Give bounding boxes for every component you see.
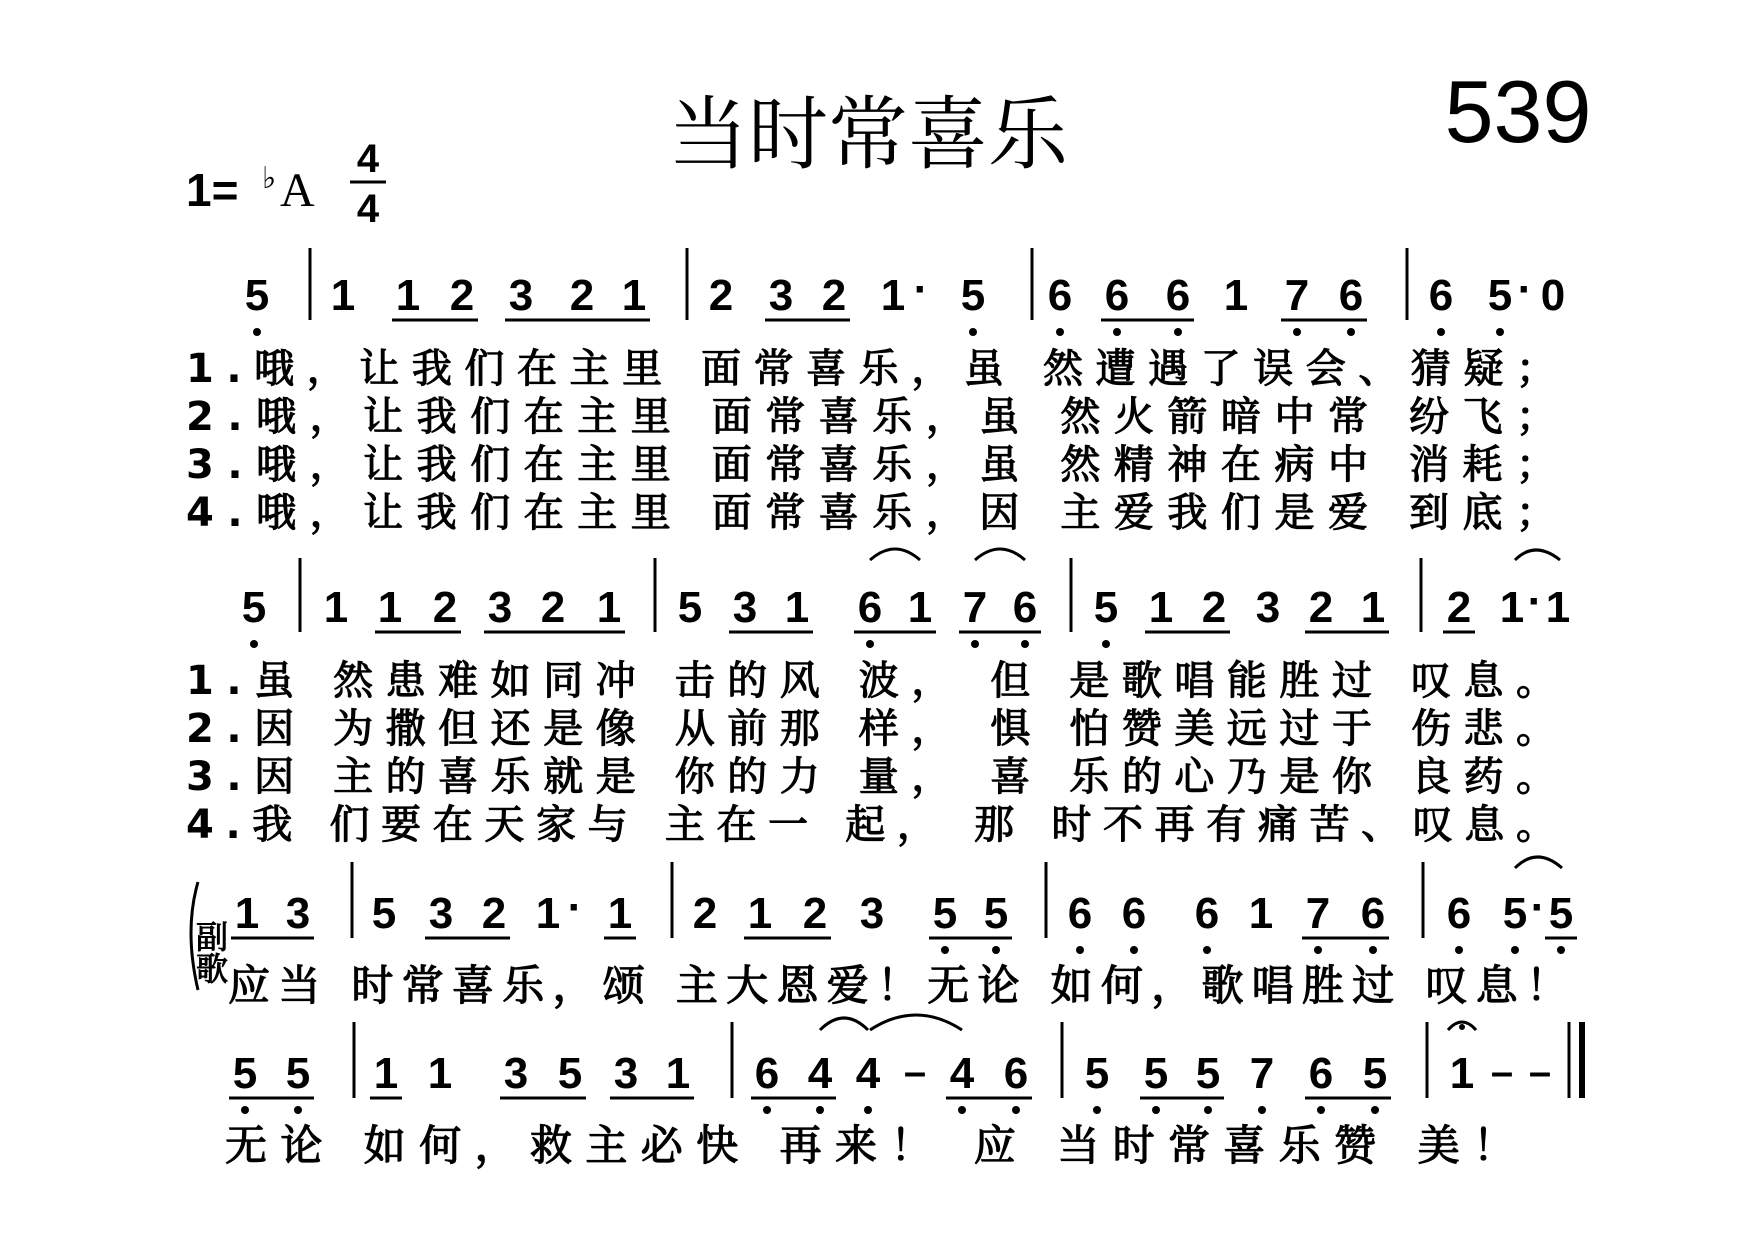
note: 7 <box>1284 271 1310 320</box>
note: 2 <box>1201 583 1227 632</box>
note: 6 <box>1003 1049 1029 1098</box>
note: 2 <box>432 583 458 632</box>
note: 5 <box>232 1049 258 1098</box>
note: 1 <box>1148 583 1174 632</box>
lyric-line: 1.虽 然患难如同冲 击的风 波， 但 是歌唱能胜过 叹息。 <box>186 658 1556 704</box>
note: 6 <box>1165 271 1191 320</box>
note: 4 <box>855 1049 881 1098</box>
note: 1 <box>234 889 260 938</box>
note: 1 <box>607 889 633 938</box>
note: 6 <box>1338 271 1364 320</box>
note: 4 <box>807 1049 833 1098</box>
dot: · <box>1517 265 1533 314</box>
note: 1 <box>377 583 403 632</box>
note: 6 <box>857 583 883 632</box>
note: 1 <box>330 271 356 320</box>
lyric-line: 2.因 为撒但还是像 从前那 样， 惧 怕赞美远过于 伤悲。 <box>186 706 1556 752</box>
note: 6 <box>1446 889 1472 938</box>
note: 1 <box>1248 889 1274 938</box>
lyric-line: 无论 如何，救主必快 再来！ 应 当时常喜乐赞 美！ <box>225 1121 1515 1170</box>
note: 1 <box>1360 583 1386 632</box>
note: 1 <box>323 583 349 632</box>
note: 7 <box>1305 889 1331 938</box>
note: 6 <box>1194 889 1220 938</box>
note: 3 <box>732 583 758 632</box>
note: 5 <box>1487 271 1513 320</box>
note: 1 <box>373 1049 399 1098</box>
note: 7 <box>962 583 988 632</box>
lyric-line: 4.我 们要在天家与 主在一 起， 那 时不再有痛苦、叹息。 <box>186 802 1556 848</box>
note: 5 <box>1362 1049 1388 1098</box>
note: 5 <box>1093 583 1119 632</box>
lyric-line: 4.哦，让我们在主里 面常喜乐，因 主爱我们是爱 到底； <box>186 490 1556 536</box>
note: 1 <box>1223 271 1249 320</box>
note: 2 <box>449 271 475 320</box>
note: 6 <box>1012 583 1038 632</box>
note: 3 <box>503 1049 529 1098</box>
note: 5 <box>1548 889 1574 938</box>
dot: · <box>913 265 929 314</box>
note: 1 <box>535 889 561 938</box>
dot: · <box>1527 577 1543 626</box>
note: 5 <box>1502 889 1528 938</box>
system-4 <box>225 1015 1582 1170</box>
note: 3 <box>768 271 794 320</box>
note: 3 <box>1255 583 1281 632</box>
hymn-number: 539 <box>1444 62 1592 161</box>
note: 1 <box>596 583 622 632</box>
dash: – <box>903 1050 927 1094</box>
note: 5 <box>1195 1049 1221 1098</box>
note: 2 <box>540 583 566 632</box>
lyric-line: 3.因 主的喜乐就是 你的力 量， 喜 乐的心乃是你 良药。 <box>186 754 1556 800</box>
note: 6 <box>1067 889 1093 938</box>
note: 6 <box>1047 271 1073 320</box>
note: 6 <box>754 1049 780 1098</box>
note: 2 <box>1308 583 1334 632</box>
note: 1 <box>747 889 773 938</box>
lyric-line: 1.哦，让我们在主里 面常喜乐，虽 然遭遇了误会、猜疑； <box>186 346 1556 392</box>
key-prefix: 1= <box>186 164 239 216</box>
note: 4 <box>949 1049 975 1098</box>
note: 5 <box>1084 1049 1110 1098</box>
time-signature-top: 4 <box>356 137 380 181</box>
note: 5 <box>285 1049 311 1098</box>
note: 6 <box>1104 271 1130 320</box>
key-signature <box>186 162 315 217</box>
note: 1 <box>907 583 933 632</box>
note: 5 <box>241 583 267 632</box>
note: 5 <box>983 889 1009 938</box>
note: 2 <box>802 889 828 938</box>
note: 2 <box>821 271 847 320</box>
note: 1 <box>1499 583 1525 632</box>
note: 2 <box>481 889 507 938</box>
note: 3 <box>613 1049 639 1098</box>
note: 1 <box>784 583 810 632</box>
note: 1 <box>665 1049 691 1098</box>
dash: – <box>1528 1050 1552 1094</box>
note: 0 <box>1540 271 1566 320</box>
note: 1 <box>427 1049 453 1098</box>
note: 2 <box>692 889 718 938</box>
note: 6 <box>1308 1049 1334 1098</box>
dash: – <box>1490 1050 1514 1094</box>
dot: · <box>567 883 583 932</box>
note: 1 <box>1449 1049 1475 1098</box>
note: 5 <box>677 583 703 632</box>
note: 2 <box>1446 583 1472 632</box>
system-3-refrain <box>191 857 1577 1010</box>
key-note: A <box>280 164 315 217</box>
note: 3 <box>487 583 513 632</box>
note: 1 <box>1545 583 1571 632</box>
time-signature <box>350 137 386 231</box>
note: 3 <box>428 889 454 938</box>
note: 2 <box>708 271 734 320</box>
lyric-line: 3.哦，让我们在主里 面常喜乐，虽 然精神在病中 消耗； <box>186 442 1556 488</box>
note: 5 <box>1143 1049 1169 1098</box>
song-title: 当时常喜乐 <box>668 88 1068 181</box>
note: 6 <box>1360 889 1386 938</box>
time-signature-bottom: 4 <box>356 187 380 231</box>
note: 6 <box>1428 271 1454 320</box>
note: 3 <box>859 889 885 938</box>
system-1 <box>186 248 1565 536</box>
note: 7 <box>1249 1049 1275 1098</box>
note: 5 <box>960 271 986 320</box>
lyric-line: 2.哦，让我们在主里 面常喜乐，虽 然火箭暗中常 纷飞； <box>186 394 1556 440</box>
note: 2 <box>569 271 595 320</box>
dot: · <box>1530 883 1546 932</box>
note: 1 <box>395 271 421 320</box>
note: 3 <box>285 889 311 938</box>
note: 5 <box>932 889 958 938</box>
note: 6 <box>1121 889 1147 938</box>
refrain-label: 副歌 <box>191 920 229 984</box>
system-2 <box>186 549 1570 848</box>
lyric-line: 应当 时常喜乐，颂 主大恩爱！无论 如何，歌唱胜过 叹息！ <box>228 961 1568 1010</box>
note: 1 <box>621 271 647 320</box>
note: 5 <box>244 271 270 320</box>
flat-sign: ♭ <box>262 162 277 195</box>
note: 5 <box>371 889 397 938</box>
note: 5 <box>557 1049 583 1098</box>
note: 1 <box>880 271 906 320</box>
note: 3 <box>508 271 534 320</box>
